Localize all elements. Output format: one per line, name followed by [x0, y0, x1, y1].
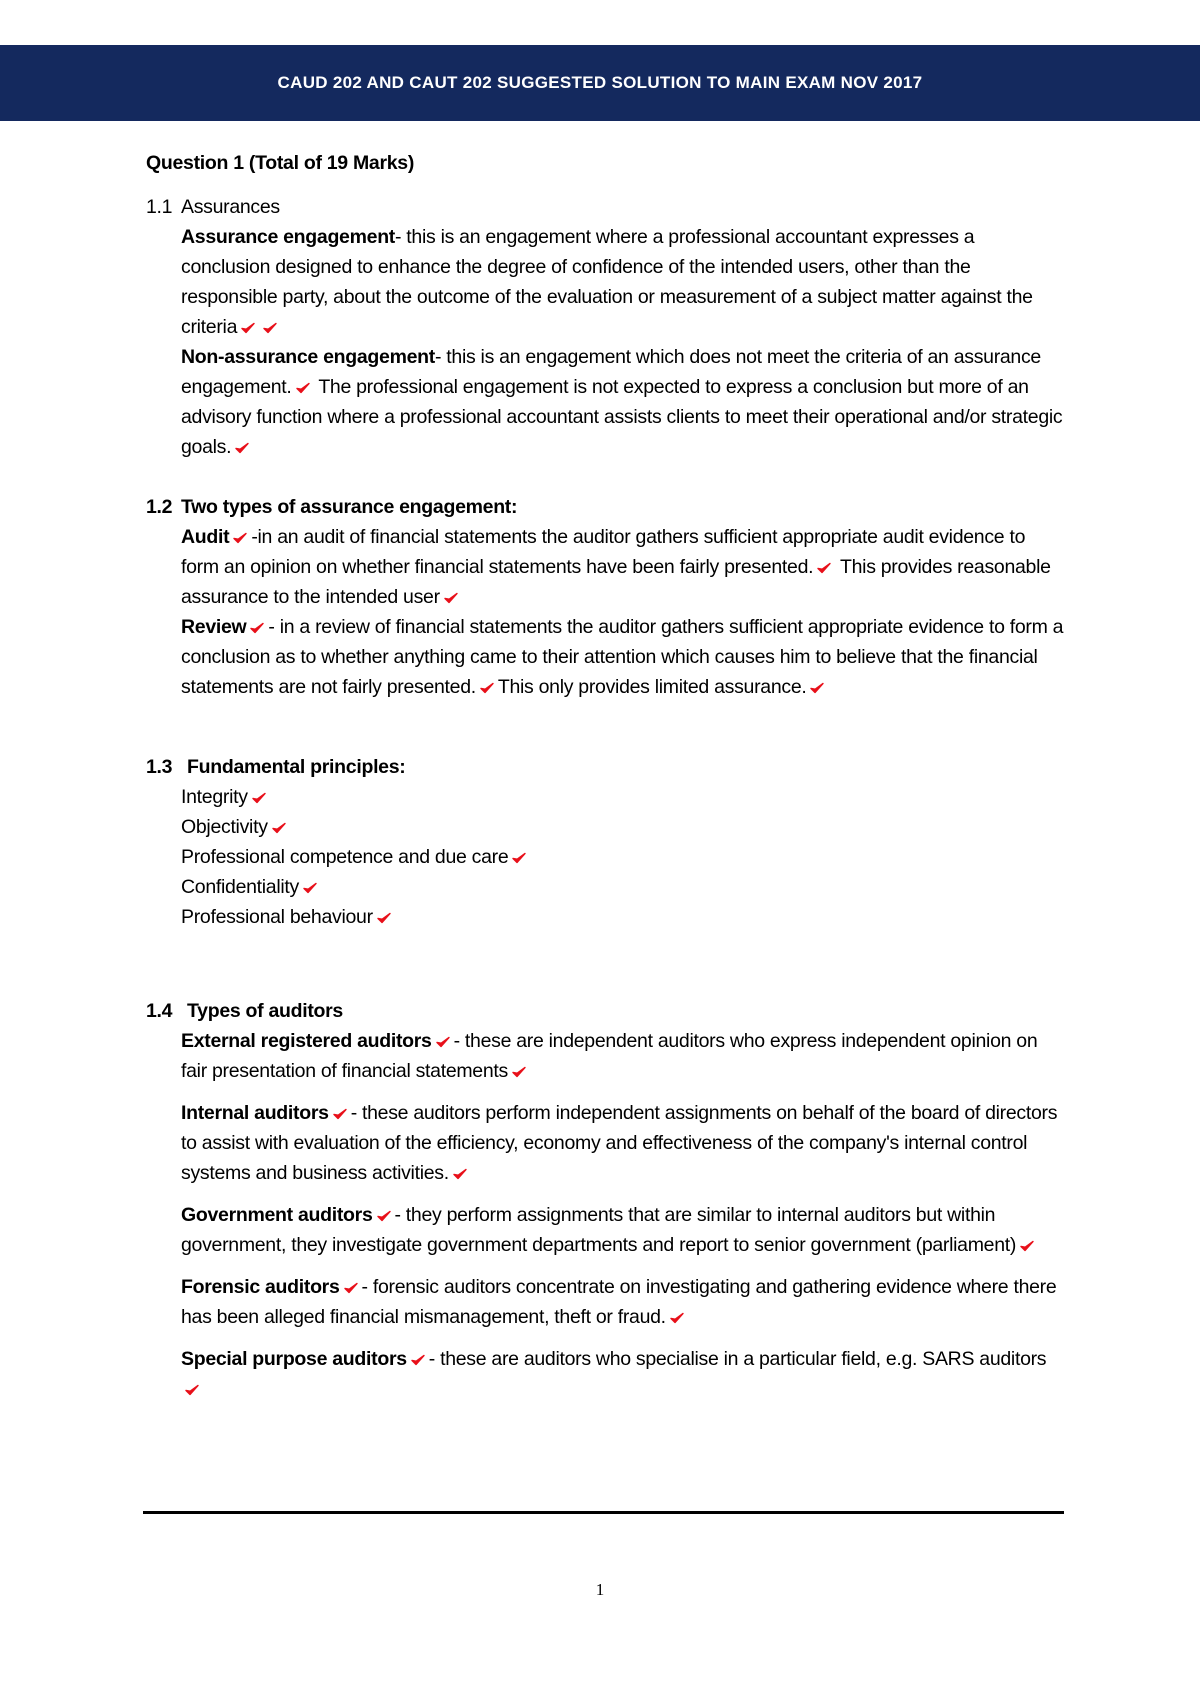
red-checkmark-icon — [252, 792, 266, 804]
header-banner — [0, 45, 1200, 121]
definition: -in an audit of financial statements the auditor gathers sufficient appropriate audit evidence to form an opinion on whether financial statements have been fairly presented. — [181, 526, 1026, 578]
red-checkmark-icon — [512, 852, 526, 864]
red-checkmark-icon — [444, 592, 458, 604]
section-number: 1.4 — [146, 1000, 173, 1022]
section-1-3 — [146, 752, 1066, 932]
red-checkmark-icon — [241, 322, 255, 334]
list-item — [181, 902, 1066, 932]
definition: - these are auditors who specialise in a particular field, e.g. SARS auditors — [428, 1348, 1047, 1370]
red-checkmark-icon — [512, 1066, 526, 1078]
footer-divider — [143, 1511, 1064, 1514]
definition: - in a review of financial statements the auditor gathers sufficient appropriate evidence to form a conclusion as to whether anything came to their attention which causes him to believe that the financial statements are not fairly presented. — [181, 616, 1064, 698]
red-checkmark-icon — [377, 912, 391, 924]
definition: - forensic auditors concentrate on investigating and gathering evidence where there has been alleged financial mismanagement, theft or fraud. — [181, 1276, 1057, 1328]
assurance-engagement-paragraph — [181, 222, 1066, 342]
document-title: CAUD 202 AND CAUT 202 SUGGESTED SOLUTION TO MAIN EXAM NOV 2017 — [277, 73, 923, 92]
section-1-4 — [146, 996, 1066, 1404]
definition: This provides reasonable assurance to the intended user — [181, 556, 1051, 608]
list-item — [181, 782, 1066, 812]
government-auditors-paragraph — [181, 1200, 1066, 1260]
definition: - this is an engagement which does not meet the criteria of an assurance engagement. — [181, 346, 1041, 398]
section-number: 1.1 — [146, 196, 173, 218]
list-item — [181, 842, 1066, 872]
red-checkmark-icon — [303, 882, 317, 894]
principle: Confidentiality — [181, 876, 299, 898]
principle: Objectivity — [181, 816, 268, 838]
red-checkmark-icon — [670, 1312, 684, 1324]
red-checkmark-icon — [185, 1384, 199, 1396]
external-auditors-paragraph — [181, 1026, 1066, 1086]
term: Assurance engagement — [181, 226, 395, 248]
red-checkmark-icon — [263, 322, 277, 334]
red-checkmark-icon — [235, 442, 249, 454]
internal-auditors-paragraph — [181, 1098, 1066, 1188]
forensic-auditors-paragraph — [181, 1272, 1066, 1332]
red-checkmark-icon — [333, 1108, 347, 1120]
section-1-1 — [146, 192, 1066, 462]
term: Non-assurance engagement — [181, 346, 435, 368]
principle: Professional behaviour — [181, 906, 373, 928]
section-title: Two types of assurance engagement: — [181, 496, 518, 518]
red-checkmark-icon — [250, 622, 264, 634]
non-assurance-engagement-paragraph — [181, 342, 1066, 462]
review-paragraph — [181, 612, 1066, 702]
section-1-2 — [146, 492, 1066, 702]
principle: Professional competence and due care — [181, 846, 509, 868]
red-checkmark-icon — [296, 382, 310, 394]
red-checkmark-icon — [817, 562, 831, 574]
section-title: Assurances — [181, 196, 280, 218]
list-item — [181, 872, 1066, 902]
definition: - they perform assignments that are similar to internal auditors but within government, they investigate government departments and report to senior government (parliament) — [181, 1204, 1017, 1256]
red-checkmark-icon — [272, 822, 286, 834]
term: Government auditors — [181, 1204, 373, 1226]
definition: This only provides limited assurance. — [497, 676, 807, 698]
section-title: Types of auditors — [187, 1000, 343, 1022]
definition: - these are independent auditors who express independent opinion on fair presentation of financial statements — [181, 1030, 1038, 1082]
section-title: Fundamental principles: — [187, 756, 406, 778]
term: Special purpose auditors — [181, 1348, 407, 1370]
special-purpose-auditors-paragraph — [181, 1344, 1066, 1404]
red-checkmark-icon — [453, 1168, 467, 1180]
red-checkmark-icon — [436, 1036, 450, 1048]
definition: - these auditors perform independent assignments on behalf of the board of directors to assist with evaluation of the efficiency, economy and effectiveness of the company's internal control systems and business activities. — [181, 1102, 1058, 1184]
term: Audit — [181, 526, 230, 548]
red-checkmark-icon — [411, 1354, 425, 1366]
page-number: 1 — [595, 1580, 605, 1599]
list-item — [181, 812, 1066, 842]
term: Internal auditors — [181, 1102, 329, 1124]
document-body — [146, 148, 1066, 1404]
section-number: 1.2 — [146, 496, 173, 518]
term: External registered auditors — [181, 1030, 432, 1052]
red-checkmark-icon — [1020, 1240, 1034, 1252]
audit-paragraph — [181, 522, 1066, 612]
section-number: 1.3 — [146, 756, 173, 778]
term: Forensic auditors — [181, 1276, 340, 1298]
principle: Integrity — [181, 786, 248, 808]
definition: - this is an engagement where a professional accountant expresses a conclusion designed to enhance the degree of confidence of the intended users, other than the responsible party, about the outcome of the evaluation or measurement of a subject matter against the criteria — [181, 226, 1033, 338]
question-title: Question 1 (Total of 19 Marks) — [146, 152, 415, 174]
red-checkmark-icon — [480, 682, 494, 694]
red-checkmark-icon — [344, 1282, 358, 1294]
definition: The professional engagement is not expected to express a conclusion but more of an advisory function where a professional accountant assists clients to meet their operational and/or strategic goals. — [181, 376, 1063, 458]
red-checkmark-icon — [233, 532, 247, 544]
red-checkmark-icon — [810, 682, 824, 694]
term: Review — [181, 616, 247, 638]
red-checkmark-icon — [377, 1210, 391, 1222]
